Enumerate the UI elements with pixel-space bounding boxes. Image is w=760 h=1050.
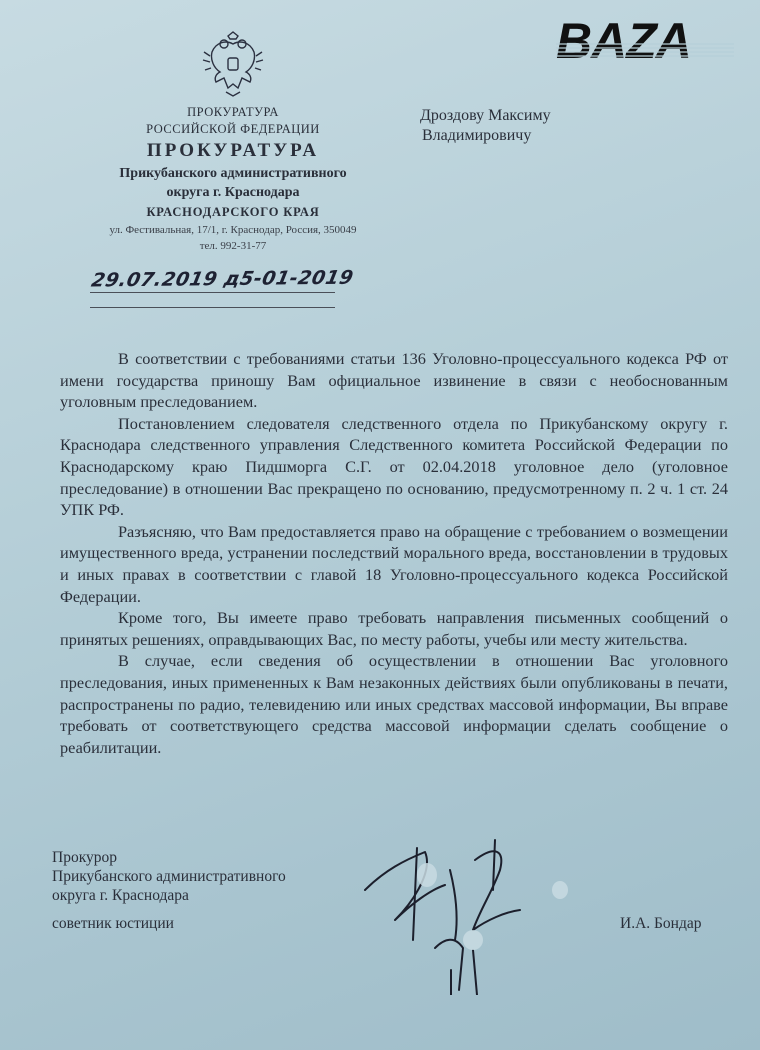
org-subtitle-2: округа г. Краснодара: [166, 185, 300, 200]
date-underline-2: [90, 307, 335, 308]
org-title: ПРОКУРАТУРА: [146, 140, 320, 161]
addressee-line-2: Владимировичу: [422, 127, 532, 144]
org-address: ул. Фестивальная, 17/1, г. Краснодар, Россия, 350049: [109, 224, 357, 236]
signatory-name: И.А. Бондар: [620, 915, 702, 932]
addressee: [420, 106, 551, 146]
handwritten-signature: [355, 830, 585, 995]
date-underline: [90, 292, 335, 293]
letter-body: [60, 348, 728, 758]
signatory-title-2: Прикубанского административного: [52, 868, 286, 885]
org-line-2: РОССИЙСКОЙ ФЕДЕРАЦИИ: [146, 122, 320, 136]
body-paragraph-3: Разъясняю, что Вам предоставляется право на обращение с требованием о возмещении имущественного вреда, устранении последствий морального вреда, восстановлении в трудовых и иных правах в соответствии с главой 18 Уголовно-процессуального кодекса Российской Федерации.: [60, 521, 728, 606]
org-line-1: ПРОКУРАТУРА: [187, 105, 279, 119]
baza-logo: [556, 18, 734, 64]
double-headed-eagle-emblem-icon: [202, 30, 264, 98]
body-paragraph-1: В соответствии с требованиями статьи 136 Уголовно-процессуального кодекса РФ от имени государства приношу Вам официальное извинение в связи с необоснованным уголовным преследованием.: [60, 349, 728, 412]
body-paragraph-5: В случае, если сведения об осуществлении в отношении Вас уголовного преследования, иных примененных к Вам незаконных действиях были опубликованы в печати, распространены по радио, телевидению или иных средствах массовой информации, Вы вправе требовать от соответствующего средства массовой информации сделать сообщение о реабилитации.: [60, 651, 728, 757]
handwritten-date-reference: 29.07.2019 д5-01-2019: [89, 266, 356, 292]
signatory-title-3: округа г. Краснодара: [52, 887, 189, 904]
org-subtitle-1: Прикубанского административного: [119, 166, 347, 181]
signatory-rank: советник юстиции: [52, 915, 174, 932]
body-paragraph-4: Кроме того, Вы имеете право требовать направления письменных сообщений о принятых решениях, оправдывающих Вас, по месту работы, учебы или месту жительства.: [60, 608, 728, 649]
baza-logo-text: BAZA: [556, 18, 691, 64]
org-phone: тел. 992-31-77: [199, 240, 267, 252]
body-paragraph-2: Постановлением следователя следственного отдела по Прикубанскому округу г. Краснодара следственного управления Следственного комитета Российской Федерации по Краснодарскому краю Пидшморга С.Г. от 02.04.2018 уголовное дело (уголовное преследование) в отношении Вас прекращено по основанию, предусмотренному п. 2 ч. 1 ст. 24 УПК РФ.: [60, 413, 728, 520]
signatory-title-1: Прокурор: [52, 849, 118, 866]
addressee-line-1: Дроздову Максиму: [420, 107, 551, 124]
letterhead: [78, 30, 388, 254]
signatory-title: [52, 848, 286, 905]
org-region: КРАСНОДАРСКОГО КРАЯ: [146, 205, 320, 219]
